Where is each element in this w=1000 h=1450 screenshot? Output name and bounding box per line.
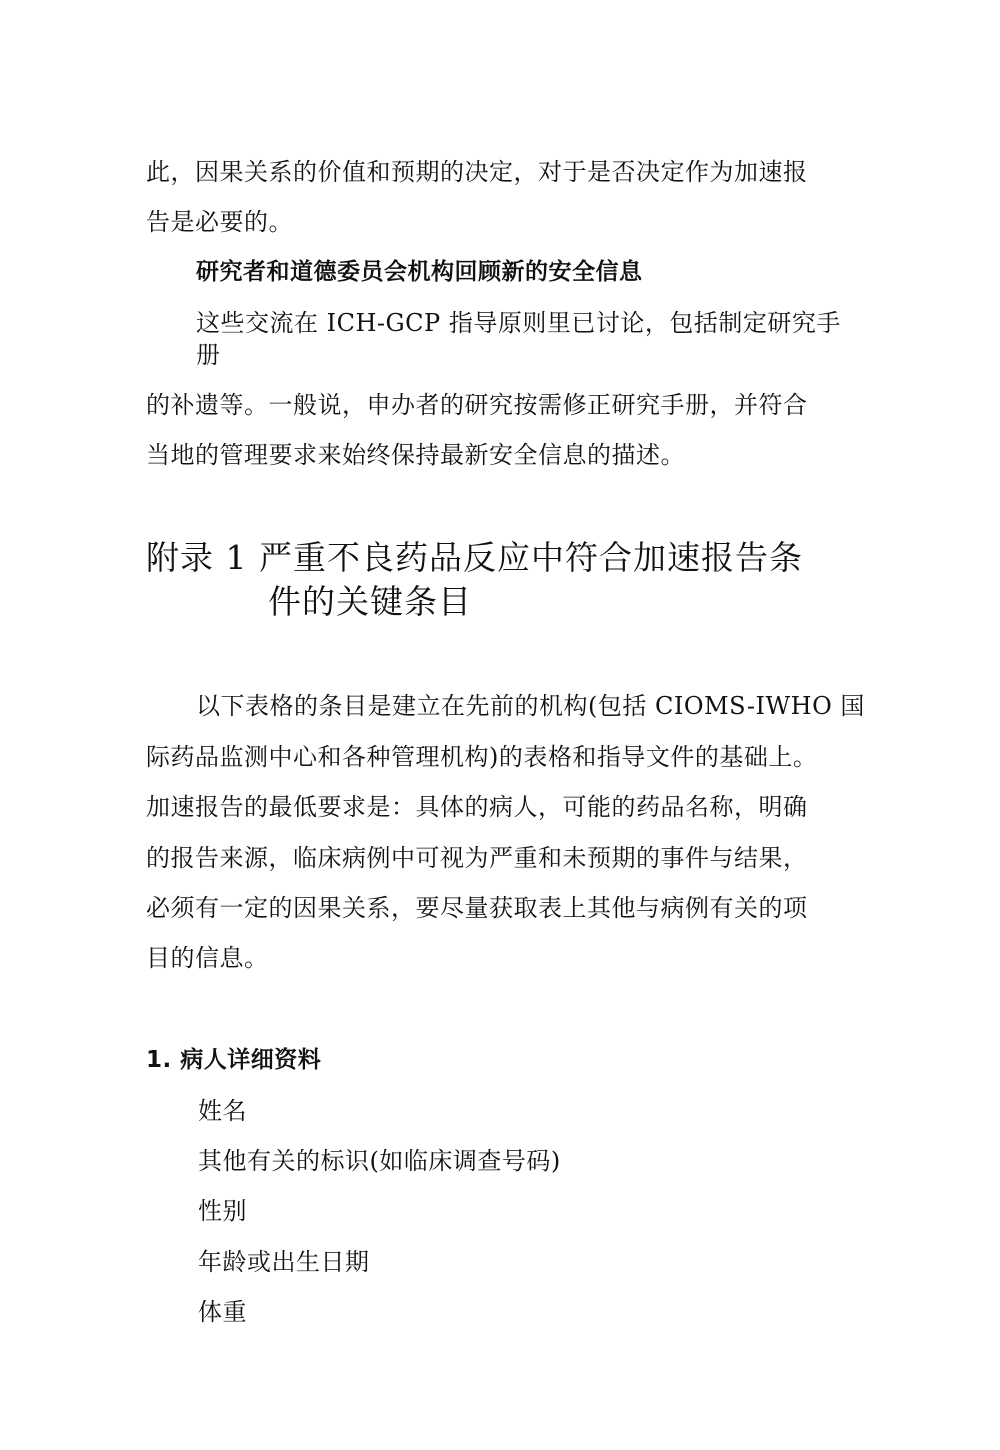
body-line-2: 际药品监测中心和各种管理机构)的表格和指导文件的基础上。 [146,743,818,771]
body-line-3: 加速报告的最低要求是：具体的病人，可能的药品名称，明确 [146,793,808,821]
discussion-line-3: 的补遗等。一般说，申办者的研究按需修正研究手册，并符合 [146,391,808,419]
patient-section-heading: 1. 病人详细资料 [146,1047,322,1073]
body-line-1: 以下表格的条目是建立在先前的机构(包括 CIOMS-IWHO 国 [196,692,865,720]
patient-item-weight: 体重 [198,1298,247,1326]
intro-line-1: 此，因果关系的价值和预期的决定，对于是否决定作为加速报 [146,158,808,186]
discussion-line-1: 这些交流在 ICH-GCP 指导原则里已讨论，包括制定研究手 [196,309,841,337]
discussion-line-2: 册 [196,341,221,369]
patient-item-sex: 性别 [198,1197,247,1225]
section-heading: 研究者和道德委员会机构回顾新的安全信息 [196,259,643,285]
appendix-title-line-1: 附录 1 严重不良药品反应中符合加速报告条 [146,538,803,577]
appendix-title-line-2: 件的关键条目 [268,582,472,621]
patient-item-name: 姓名 [198,1097,247,1125]
discussion-line-4: 当地的管理要求来始终保持最新安全信息的描述。 [146,441,685,469]
body-line-4: 的报告来源，临床病例中可视为严重和未预期的事件与结果， [146,844,808,872]
patient-item-age: 年龄或出生日期 [198,1248,370,1276]
patient-item-identifier: 其他有关的标识(如临床调查号码) [198,1147,561,1175]
intro-line-2: 告是必要的。 [146,208,293,236]
body-line-5: 必须有一定的因果关系，要尽量获取表上其他与病例有关的项 [146,894,808,922]
body-line-6: 目的信息。 [146,944,269,972]
